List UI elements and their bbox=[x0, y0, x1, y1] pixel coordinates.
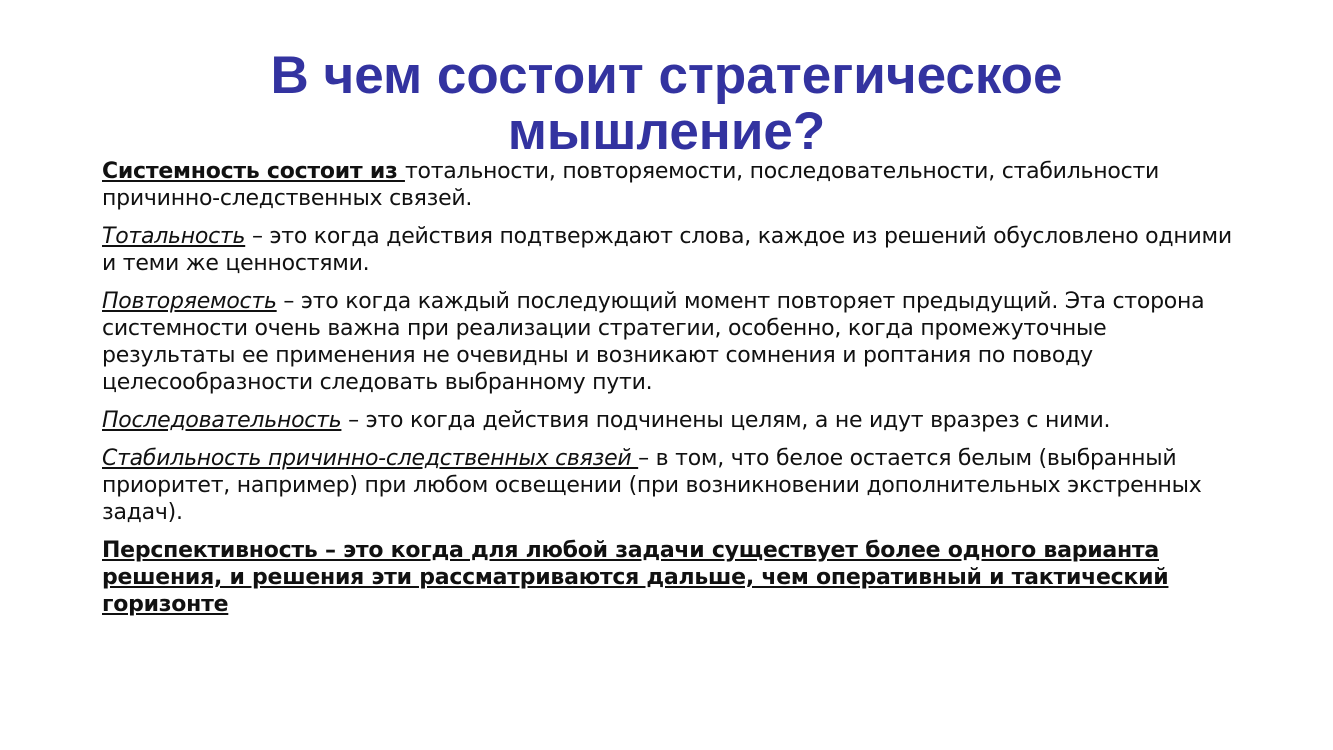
paragraph-perspective: Перспективность – это когда для любой задачи существует более одного варианта решения, и решения эти рассматриваются дальше, чем оперативный и тактический горизонте bbox=[102, 538, 1169, 617]
term-repeatability: Повторяемость bbox=[102, 289, 277, 314]
term-causal-stability: Стабильность причинно-следственных связей bbox=[102, 446, 639, 471]
definition-repeatability: – это когда каждый последующий момент повторяет предыдущий. Эта сторона системности очень важна при реализации стратегии, особенно, когда промежуточные результаты ее применения не очевидны и возникают сомнения и роптания по поводу целесообразности следовать выбранному пути. bbox=[102, 289, 1205, 395]
slide-body bbox=[102, 158, 1232, 629]
definition-systemic: тотальности, повторяемости, последовательности, стабильности причинно-следственных связей. bbox=[102, 159, 1160, 211]
paragraph-totality bbox=[102, 223, 1232, 277]
term-consistency: Последовательность bbox=[102, 408, 342, 433]
slide-title: В чем состоит стратегическое мышление? bbox=[270, 46, 1063, 161]
paragraph-causal-stability bbox=[102, 445, 1232, 526]
term-systemic: Системность состоит из bbox=[102, 159, 405, 184]
definition-totality: – это когда действия подтверждают слова, каждое из решений обусловлено одними и теми же ценностями. bbox=[102, 224, 1232, 276]
paragraph-repeatability bbox=[102, 288, 1232, 396]
definition-causal-stability: – в том, что белое остается белым (выбранный приоритет, например) при любом освещении (при возникновении дополнительных экстренных задач). bbox=[102, 446, 1202, 525]
paragraph-consistency bbox=[102, 407, 1232, 434]
term-totality: Тотальность bbox=[102, 224, 246, 249]
definition-consistency: – это когда действия подчинены целям, а не идут вразрез с ними. bbox=[341, 408, 1111, 433]
paragraph-systemic bbox=[102, 158, 1232, 212]
